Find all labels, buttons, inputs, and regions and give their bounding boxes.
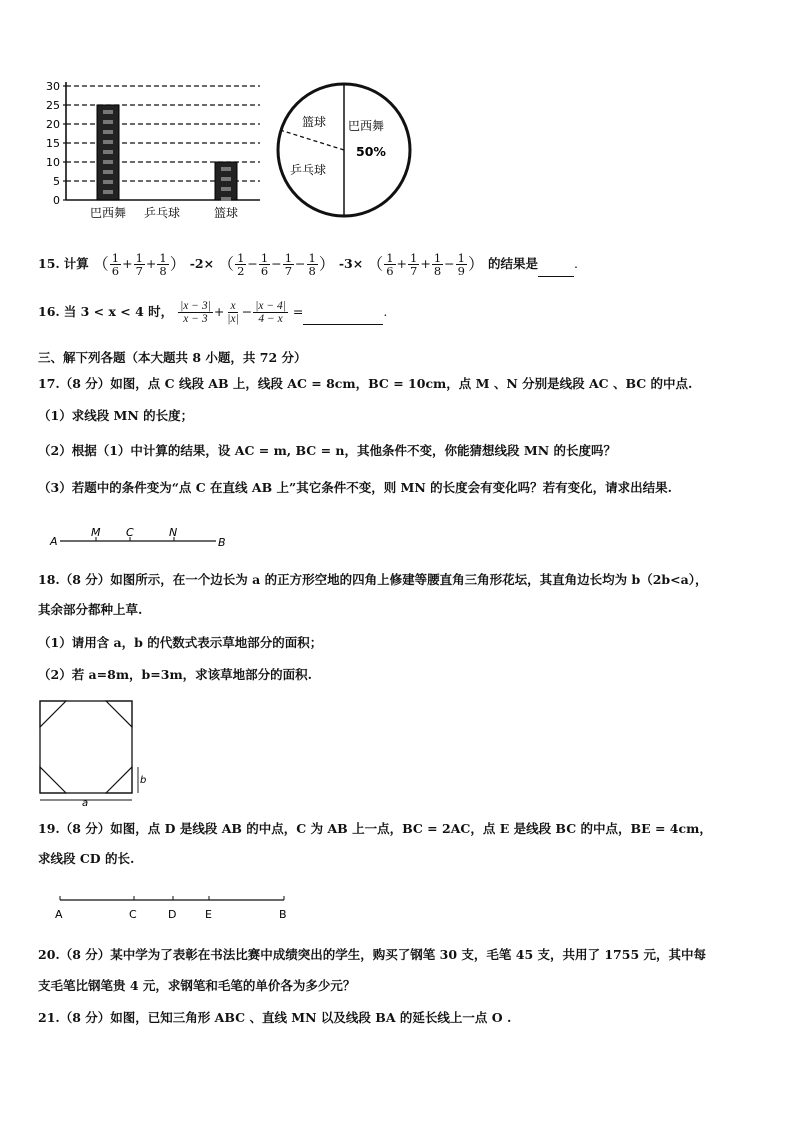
side-b-label: b: [140, 775, 147, 786]
y-tick-label: 20: [46, 118, 60, 131]
x-tick-label: 巴西舞: [89, 206, 127, 220]
question-16: 16. 当 3 < x < 4 时， $\frac{|x - 3|}{x - 3}$ + $\frac{x}{|x|}$ − $\frac{|x - 4|}{4 - x}$ = .: [38, 300, 388, 325]
question-15: 15. 计算 （ $\frac{1}{6}$ + $\frac{1}{7}$ + $\frac{1}{8}$ ） -2× （ $\frac{1}{2}$ − $\frac{1}{6}$ − $\frac{1}{7}$ − $\frac{1}{8}$ ） -3× （ $\frac{1}{6}$ + $\frac{1}{7}$ + $\frac{1}{8}$ − $\frac{1}{9}$ ） 的结果是 .: [38, 251, 578, 278]
x-tick-label: 乒乓球: [143, 206, 181, 220]
pie-label-pingpong: 乒乓球: [290, 163, 327, 177]
y-tick-label: 5: [53, 175, 60, 188]
corner-triangle: [106, 701, 132, 727]
question-19: 19.（8 分）如图，点 D 是线段 AB 的中点，C 为 AB 上一点，BC = 2AC，点 E 是线段 BC 的中点，BE = 4cm，: [38, 821, 712, 836]
y-tick-label: 10: [46, 156, 60, 169]
point-a-label: A: [50, 535, 58, 548]
corner-triangle: [40, 701, 66, 727]
bar-hatch: [221, 167, 231, 171]
q15-text: 计算: [63, 256, 89, 271]
q18-square-figure: [36, 698, 156, 806]
y-tick-label: 0: [53, 194, 60, 207]
bar-hatch: [103, 120, 113, 124]
question-17: 17.（8 分）如图，点 C 线段 AB 上，线段 AC = 8cm，BC = 10cm，点 M 、N 分别是线段 AC 、BC 的中点.: [38, 376, 693, 391]
q17-part-3: （3）若题中的条件变为“点 C 在直线 AB 上”其它条件不变，则 MN 的长度会有变化吗？若有变化，请求出结果.: [38, 480, 673, 495]
point-b-label: B: [218, 536, 226, 548]
q17-segment-figure: [48, 522, 238, 548]
bar-chart: [40, 78, 270, 230]
y-tick-label: 15: [46, 137, 60, 150]
q18-part-2: （2）若 a=8m，b=3m，求该草地部分的面积.: [38, 667, 313, 682]
section-3-heading: 三、解下列各题（本大题共 8 小题，共 72 分）: [38, 350, 307, 365]
corner-triangle: [106, 767, 132, 793]
point-c-label: C: [126, 526, 134, 539]
q17-part-1: （1）求线段 MN 的长度；: [38, 408, 194, 423]
point-d-label: D: [168, 908, 177, 921]
q17-part-2: （2）根据（1）中计算的结果，设 AC = m, BC = n，其他条件不变，你能猜想线段 MN 的长度吗？: [38, 443, 616, 458]
x-tick-label: 篮球: [213, 206, 239, 220]
bar-hatch: [103, 140, 113, 144]
bar-hatch: [103, 170, 113, 174]
bar-hatch: [103, 130, 113, 134]
question-18: 18.（8 分）如图所示，在一个边长为 a 的正方形空地的四角上修建等腰直角三角形花坛，其直角边长均为 b（2b<a），: [38, 572, 708, 587]
q18-line-2: 其余部分都种上草.: [38, 602, 143, 617]
bar-hatch: [221, 187, 231, 191]
pie-label-brazil-dance: 巴西舞: [348, 119, 385, 133]
pie-label-basketball: 篮球: [302, 115, 327, 129]
point-e-label: E: [205, 908, 212, 921]
square-outline: [40, 701, 132, 793]
point-m-label: M: [91, 526, 101, 539]
q16-number: 16.: [38, 304, 60, 319]
point-b-label: B: [279, 908, 287, 921]
question-21: 21.（8 分）如图，已知三角形 ABC 、直线 MN 以及线段 BA 的延长线上一点 O .: [38, 1010, 512, 1025]
pie-divider-dashed: [280, 130, 344, 150]
q16-condition: 当 3 < x < 4 时，: [63, 304, 174, 319]
q15-answer-blank: [538, 276, 574, 277]
q18-part-1: （1）请用含 a，b 的代数式表示草地部分的面积；: [38, 635, 323, 650]
bar-hatch: [103, 160, 113, 164]
side-a-label: a: [82, 798, 89, 806]
q19-segment-figure: [48, 888, 298, 924]
corner-triangle: [40, 767, 66, 793]
bar-hatch: [103, 190, 113, 194]
bar-hatch: [221, 197, 231, 201]
bar-hatch: [103, 110, 113, 114]
pie-chart: [276, 82, 416, 222]
point-n-label: N: [169, 526, 178, 539]
q16-answer-blank: [303, 324, 383, 325]
q20-line-2: 支毛笔比钢笔贵 4 元，求钢笔和毛笔的单价各为多少元？: [38, 978, 356, 993]
pie-label-percent: 50%: [356, 144, 386, 159]
point-a-label: A: [55, 908, 63, 921]
q15-number: 15.: [38, 256, 60, 271]
bar-hatch: [103, 150, 113, 154]
q19-line-2: 求线段 CD 的长.: [38, 851, 135, 866]
y-tick-label: 25: [46, 99, 60, 112]
bar-hatch: [103, 180, 113, 184]
point-c-label: C: [129, 908, 137, 921]
question-20: 20.（8 分）某中学为了表彰在书法比赛中成绩突出的学生，购买了钢笔 30 支，毛笔 45 支，共用了 1755 元，其中每: [38, 947, 706, 962]
y-tick-label: 30: [46, 80, 60, 93]
bar-hatch: [221, 177, 231, 181]
